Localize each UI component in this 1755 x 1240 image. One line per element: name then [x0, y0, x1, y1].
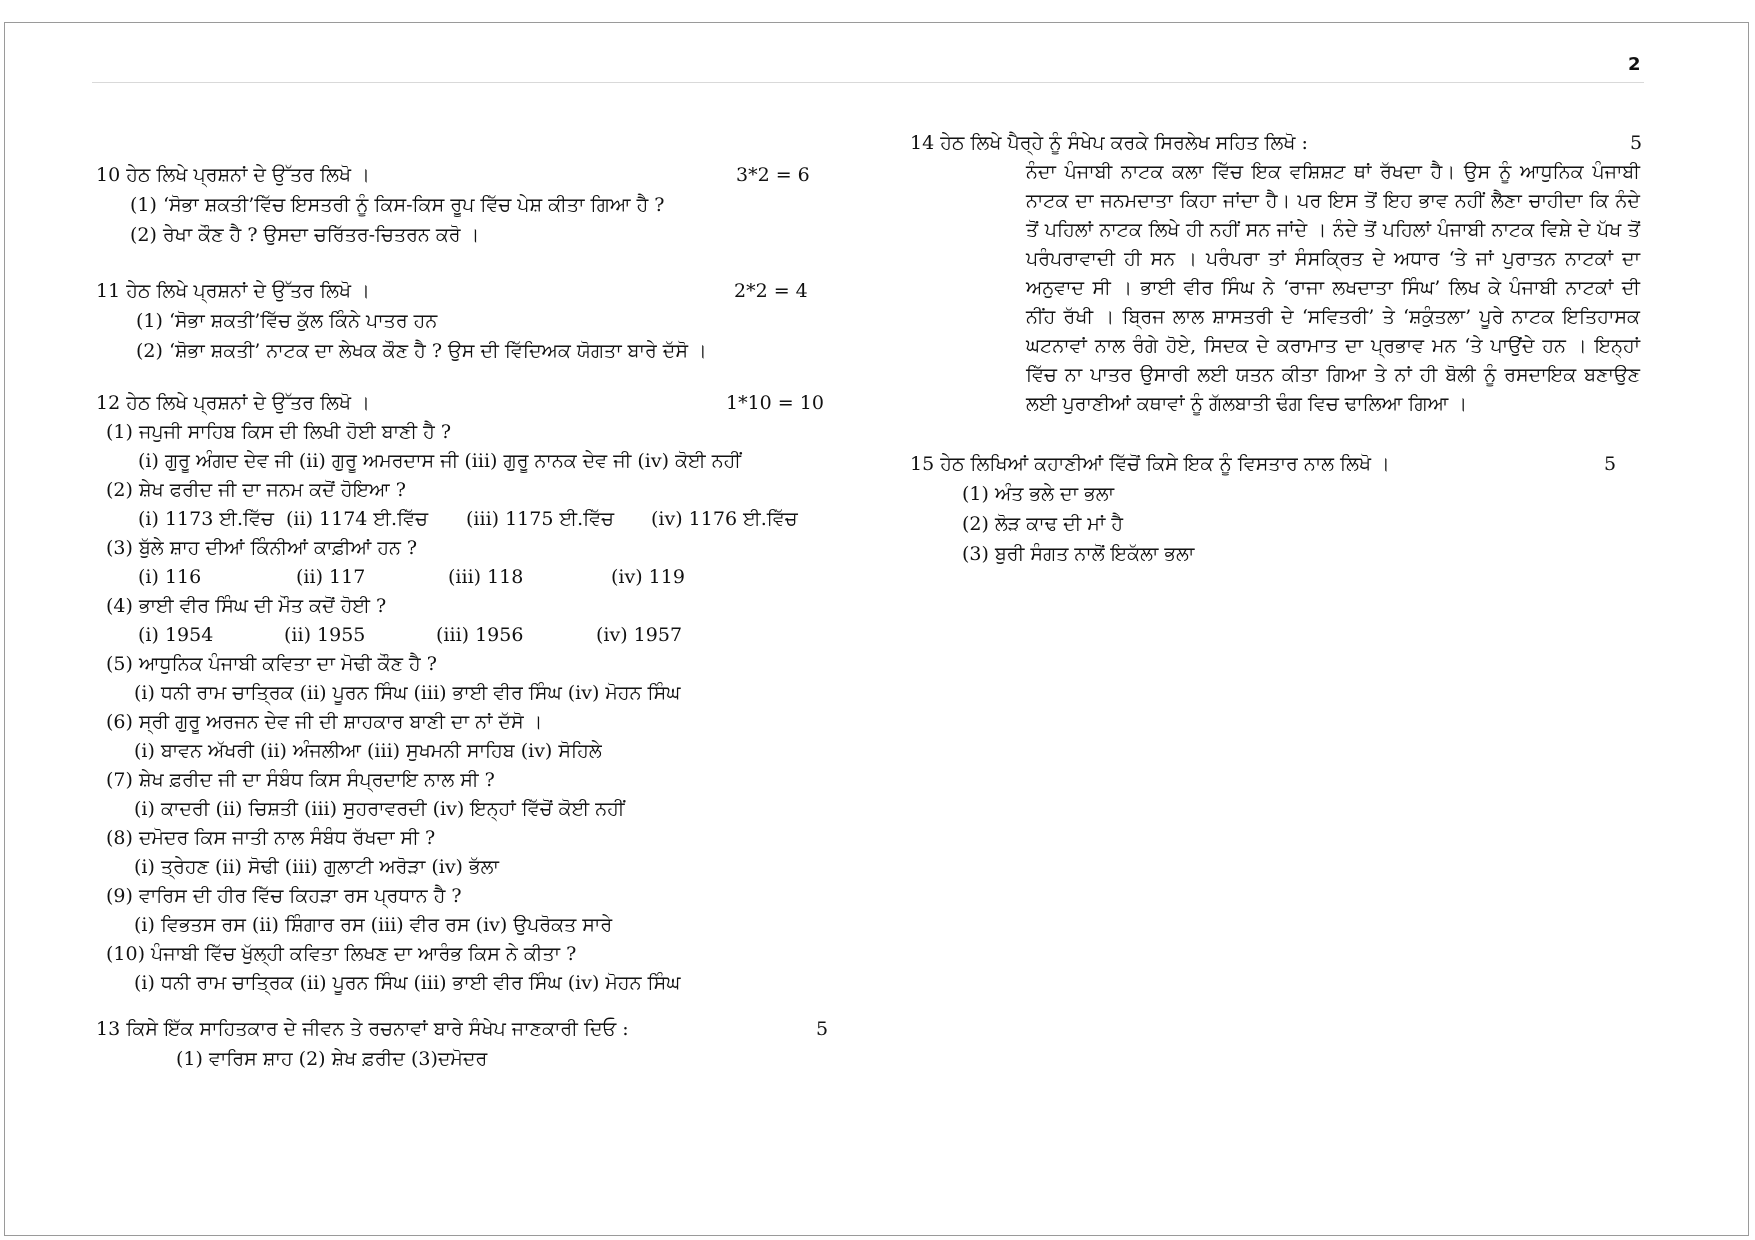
option: (ii) 1174 ਈ.ਵਿੱਚ: [286, 508, 428, 530]
question-15: [910, 449, 1650, 569]
sub-question: (2) ਰੇਖਾ ਕੌਣ ਹੈ ? ਉਸਦਾ ਚਰਿੱਤਰ-ਚਿਤਰਨ ਕਰੋ ।: [130, 224, 480, 246]
sub-question: (2) ਸ਼ੇਖ ਫਰੀਦ ਜੀ ਦਾ ਜਨਮ ਕਦੋਂ ਹੋਇਆ ?: [106, 479, 406, 501]
options: [96, 505, 836, 534]
option: (ii) 117: [296, 566, 366, 588]
options: (i) ਤ੍ਰੇਹਣ (ii) ਸੋਢੀ (iii) ਗੁਲਾਟੀ ਅਰੋੜਾ (iv) ਭੱਲਾ: [134, 856, 499, 878]
question-marks: 1*10 = 10: [726, 392, 824, 414]
sub-question: (1) ਜਪੁਜੀ ਸਾਹਿਬ ਕਿਸ ਦੀ ਲਿਖੀ ਹੋਈ ਬਾਣੀ ਹੈ ?: [106, 421, 452, 443]
right-column: [910, 128, 1650, 569]
sub-question: (2) ‘ਸ਼ੋਭਾ ਸ਼ਕਤੀ’ ਨਾਟਕ ਦਾ ਲੇਖਕ ਕੌਣ ਹੈ ? ਉਸ ਦੀ ਵਿੱਦਿਅਕ ਯੋਗਤਾ ਬਾਰੇ ਦੱਸੋ ।: [136, 340, 707, 362]
options: [96, 621, 836, 650]
sub-question: (9) ਵਾਰਿਸ ਦੀ ਹੀਰ ਵਿੱਚ ਕਿਹੜਾ ਰਸ ਪ੍ਰਧਾਨ ਹੈ ?: [106, 885, 462, 907]
question-heading: 12 ਹੇਠ ਲਿਖੇ ਪ੍ਰਸ਼ਨਾਂ ਦੇ ਉੱਤਰ ਲਿਖੋ ।: [96, 392, 370, 414]
question-10: [96, 160, 836, 250]
option: (i) 1954: [138, 624, 214, 646]
option: (iv) 1957: [596, 624, 683, 646]
question-heading: 14 ਹੇਠ ਲਿਖੇ ਪੈਰ੍ਹੇ ਨੂੰ ਸੰਖੇਪ ਕਰਕੇ ਸਿਰਲੇਖ ਸਹਿਤ ਲਿਖੋ :: [910, 132, 1308, 154]
story-option: (3) ਬੁਰੀ ਸੰਗਤ ਨਾਲੋਂ ਇਕੱਲਾ ਭਲਾ: [962, 543, 1195, 565]
sub-question: (1) ‘ਸੋਭਾ ਸ਼ਕਤੀ’ਵਿੱਚ ਕੁੱਲ ਕਿੰਨੇ ਪਾਤਰ ਹਨ: [136, 310, 438, 332]
question-heading: 15 ਹੇਠ ਲਿਖਿਆਂ ਕਹਾਣੀਆਂ ਵਿੱਚੋਂ ਕਿਸੇ ਇਕ ਨੂੰ ਵਿਸਤਾਰ ਨਾਲ ਲਿਖੋ ।: [910, 453, 1390, 475]
question-heading: 10 ਹੇਠ ਲਿਖੇ ਪ੍ਰਸ਼ਨਾਂ ਦੇ ਉੱਤਰ ਲਿਖੋ ।: [96, 164, 370, 186]
question-11: [96, 276, 836, 366]
question-12: [96, 388, 836, 998]
question-marks: 3*2 = 6: [736, 164, 810, 186]
question-marks: 5: [816, 1018, 829, 1040]
sub-question: (1) ‘ਸੋਭਾ ਸ਼ਕਤੀ’ਵਿੱਚ ਇਸਤਰੀ ਨੂੰ ਕਿਸ-ਕਿਸ ਰੂਪ ਵਿੱਚ ਪੇਸ਼ ਕੀਤਾ ਗਿਆ ਹੈ ?: [130, 194, 665, 216]
options: (i) ਕਾਦਰੀ (ii) ਚਿਸ਼ਤੀ (iii) ਸੁਹਰਾਵਰਦੀ (iv) ਇਨ੍ਹਾਂ ਵਿੱਚੋਂ ਕੋਈ ਨਹੀਂ: [134, 798, 625, 820]
sub-question: (1) ਵਾਰਿਸ ਸ਼ਾਹ (2) ਸ਼ੇਖ ਫ਼ਰੀਦ (3)ਦਮੋਦਰ: [176, 1048, 488, 1070]
story-option: (1) ਅੰਤ ਭਲੇ ਦਾ ਭਲਾ: [962, 483, 1115, 505]
question-13: [96, 1014, 836, 1074]
option: (iv) 1176 ਈ.ਵਿੱਚ: [651, 508, 798, 530]
sub-question: (7) ਸ਼ੇਖ ਫ਼ਰੀਦ ਜੀ ਦਾ ਸੰਬੰਧ ਕਿਸ ਸੰਪ੍ਰਦਾਇ ਨਾਲ ਸੀ ?: [106, 769, 495, 791]
sub-question: (6) ਸ੍ਰੀ ਗੁਰੂ ਅਰਜਨ ਦੇਵ ਜੀ ਦੀ ਸ਼ਾਹਕਾਰ ਬਾਣੀ ਦਾ ਨਾਂ ਦੱਸੋ ।: [106, 711, 543, 733]
options: (i) ਬਾਵਨ ਅੱਖਰੀ (ii) ਅੰਜਲੀਆ (iii) ਸੁਖਮਨੀ ਸਾਹਿਬ (iv) ਸੋਹਿਲੇ: [134, 740, 602, 762]
left-column: [96, 160, 836, 1074]
option: (iii) 1175 ਈ.ਵਿੱਚ: [466, 508, 614, 530]
option: (ii) 1955: [284, 624, 366, 646]
story-option: (2) ਲੋੜ ਕਾਢ ਦੀ ਮਾਂ ਹੈ: [962, 513, 1124, 535]
question-marks: 5: [1630, 132, 1643, 154]
options: [96, 563, 836, 592]
option: (i) 1173 ਈ.ਵਿੱਚ: [138, 508, 274, 530]
sub-question: (5) ਆਧੁਨਿਕ ਪੰਜਾਬੀ ਕਵਿਤਾ ਦਾ ਮੋਢੀ ਕੌਣ ਹੈ ?: [106, 653, 437, 675]
options: (i) ਵਿਭਤਸ ਰਸ (ii) ਸ਼ਿੰਗਾਰ ਰਸ (iii) ਵੀਰ ਰਸ (iv) ਉਪਰੋਕਤ ਸਾਰੇ: [134, 914, 613, 936]
sub-question: (3) ਬੁੱਲੇ ਸ਼ਾਹ ਦੀਆਂ ਕਿੰਨੀਆਂ ਕਾਫ਼ੀਆਂ ਹਨ ?: [106, 537, 418, 559]
sub-question: (10) ਪੰਜਾਬੀ ਵਿੱਚ ਖੁੱਲ੍ਹੀ ਕਵਿਤਾ ਲਿਖਣ ਦਾ ਆਰੰਭ ਕਿਸ ਨੇ ਕੀਤਾ ?: [106, 943, 577, 965]
sub-question: (4) ਭਾਈ ਵੀਰ ਸਿੰਘ ਦੀ ਮੌਤ ਕਦੋਂ ਹੋਈ ?: [106, 595, 387, 617]
comprehension-paragraph: ਨੰਦਾ ਪੰਜਾਬੀ ਨਾਟਕ ਕਲਾ ਵਿੱਚ ਇਕ ਵਸ਼ਿਸ਼ਟ ਥਾਂ ਰੱਖਦਾ ਹੈ। ਉਸ ਨੂੰ ਆਧੁਨਿਕ ਪੰਜਾਬੀ ਨਾਟਕ ਦਾ ਜਨਮਦਾਤਾ ਕਿਹਾ ਜਾਂਦਾ ਹੈ। ਪਰ ਇਸ ਤੋਂ ਇਹ ਭਾਵ ਨਹੀਂ ਲੈਣਾ ਚਾਹੀਦਾ ਕਿ ਨੰਦੇ ਤੋਂ ਪਹਿਲਾਂ ਨਾਟਕ ਲਿਖੇ ਹੀ ਨਹੀਂ ਸਨ ਜਾਂਦੇ । ਨੰਦੇ ਤੋਂ ਪਹਿਲਾਂ ਪੰਜਾਬੀ ਨਾਟਕ ਵਿਸ਼ੇ ਦੇ ਪੱਖ ਤੋਂ ਪਰੰਪਰਾਵਾਦੀ ਹੀ ਸਨ । ਪਰੰਪਰਾ ਤਾਂ ਸੰਸਕ੍ਰਿਤ ਦੇ ਅਧਾਰ ‘ਤੇ ਜਾਂ ਪੁਰਾਤਨ ਨਾਟਕਾਂ ਦਾ ਅਨੁਵਾਦ ਸੀ । ਭਾਈ ਵੀਰ ਸਿੰਘ ਨੇ ‘ਰਾਜਾ ਲਖਦਾਤਾ ਸਿੰਘ’ ਲਿਖ ਕੇ ਪੰਜਾਬੀ ਨਾਟਕਾਂ ਦੀ ਨੀਂਹ ਰੱਖੀ । ਬ੍ਰਿਜ ਲਾਲ ਸ਼ਾਸਤਰੀ ਦੇ ‘ਸਵਿਤਰੀ’ ਤੇ ‘ਸ਼ਕੁੰਤਲਾ’ ਪੂਰੇ ਨਾਟਕ ਇਤਿਹਾਸਕ ਘਟਨਾਵਾਂ ਨਾਲ ਰੰਗੇ ਹੋਏ, ਸਿਦਕ ਦੇ ਕਰਾਮਾਤ ਦਾ ਪ੍ਰਭਾਵ ਮਨ ‘ਤੇ ਪਾਉਂਦੇ ਹਨ । ਇਨ੍ਹਾਂ ਵਿੱਚ ਨਾ ਪਾਤਰ ਉਸਾਰੀ ਲਈ ਯਤਨ ਕੀਤਾ ਗਿਆ ਤੇ ਨਾਂ ਹੀ ਬੋਲੀ ਨੂੰ ਰਸਦਾਇਕ ਬਣਾਉਣ ਲਈ ਪੁਰਾਣੀਆਂ ਕਥਾਵਾਂ ਨੂੰ ਗੱਲਬਾਤੀ ਢੰਗ ਵਿਚ ਢਾਲਿਆ ਗਿਆ ।: [1026, 161, 1640, 415]
question-marks: 2*2 = 4: [734, 280, 808, 302]
sub-question: (8) ਦਮੋਦਰ ਕਿਸ ਜਾਤੀ ਨਾਲ ਸੰਬੰਧ ਰੱਖਦਾ ਸੀ ?: [106, 827, 436, 849]
options: (i) ਧਨੀ ਰਾਮ ਚਾਤ੍ਰਿਕ (ii) ਪੂਰਨ ਸਿੰਘ (iii) ਭਾਈ ਵੀਰ ਸਿੰਘ (iv) ਮੋਹਨ ਸਿੰਘ: [134, 972, 681, 994]
question-heading: 11 ਹੇਠ ਲਿਖੇ ਪ੍ਰਸ਼ਨਾਂ ਦੇ ਉੱਤਰ ਲਿਖੋ ।: [96, 280, 370, 302]
option: (iii) 1956: [436, 624, 524, 646]
options: (i) ਗੁਰੂ ਅੰਗਦ ਦੇਵ ਜੀ (ii) ਗੁਰੂ ਅਮਰਦਾਸ ਜੀ (iii) ਗੁਰੂ ਨਾਨਕ ਦੇਵ ਜੀ (iv) ਕੋਈ ਨਹੀਂ: [138, 450, 741, 472]
option: (iii) 118: [448, 566, 524, 588]
header-rule: [92, 82, 1644, 83]
options: (i) ਧਨੀ ਰਾਮ ਚਾਤ੍ਰਿਕ (ii) ਪੂਰਨ ਸਿੰਘ (iii) ਭਾਈ ਵੀਰ ਸਿੰਘ (iv) ਮੋਹਨ ਸਿੰਘ: [134, 682, 681, 704]
question-14: [910, 128, 1650, 419]
option: (i) 116: [138, 566, 202, 588]
option: (iv) 119: [611, 566, 685, 588]
question-marks: 5: [1604, 453, 1617, 475]
question-heading: 13 ਕਿਸੇ ਇੱਕ ਸਾਹਿਤਕਾਰ ਦੇ ਜੀਵਨ ਤੇ ਰਚਨਾਵਾਂ ਬਾਰੇ ਸੰਖੇਪ ਜਾਣਕਾਰੀ ਦਿਓ :: [96, 1018, 629, 1040]
page-number: 2: [1628, 54, 1641, 75]
